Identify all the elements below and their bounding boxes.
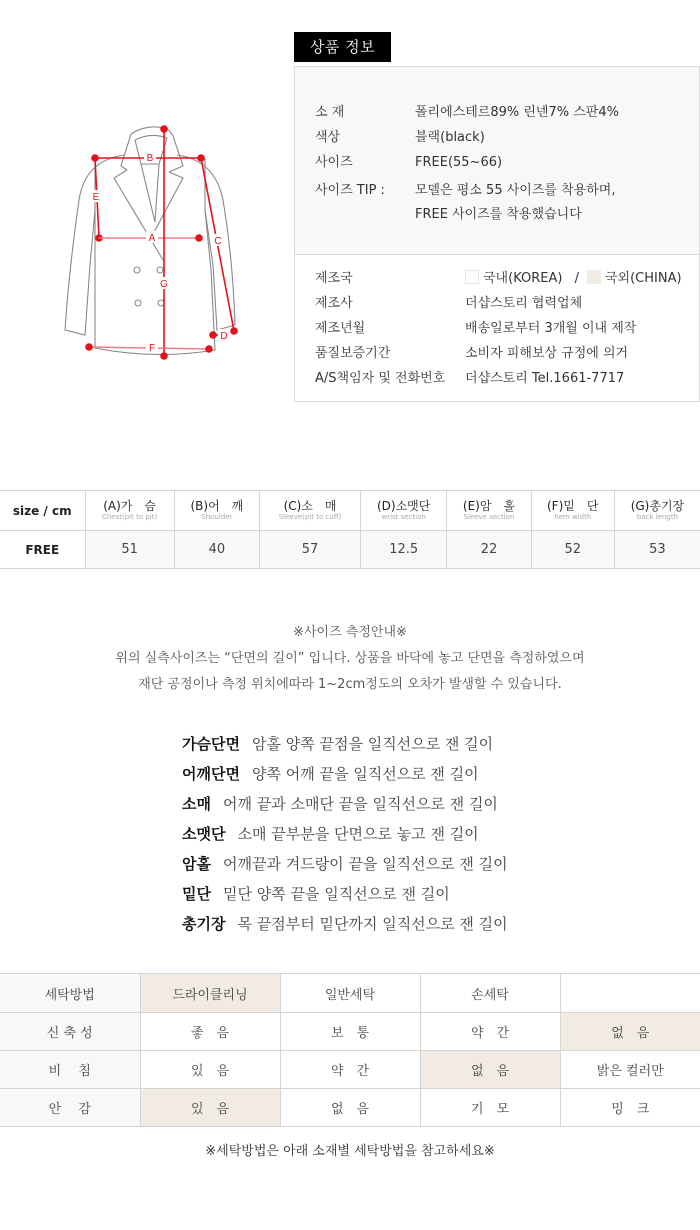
care-cell: 밝은 컬러만 xyxy=(560,1051,700,1089)
care-cell: 좋 음 xyxy=(140,1013,280,1051)
column-chest xyxy=(85,491,174,531)
size-table xyxy=(0,490,700,569)
definition-term: 암홀 xyxy=(182,855,211,873)
column-title: (A)가 슴 xyxy=(103,499,156,513)
notice-line: 재단 공정이나 측정 위치에따라 1~2cm정도의 오차가 발생할 수 있습니다. xyxy=(138,677,562,692)
domestic-checkbox xyxy=(465,270,479,284)
definition-desc: 목 끝점부터 밑단까지 일직선으로 잰 길이 xyxy=(237,915,508,933)
size-table-header xyxy=(0,491,700,531)
value-shoulder: 40 xyxy=(174,531,259,569)
care-cell: 있 음 xyxy=(140,1051,280,1089)
manufacturing-label: A/S책임자 및 전화번호 xyxy=(315,371,446,386)
table-row xyxy=(0,1013,700,1051)
detail-label: 소 재 xyxy=(315,105,345,120)
care-cell: 약 간 xyxy=(420,1013,560,1051)
definition-term: 소매 xyxy=(182,795,211,813)
svg-text:C: C xyxy=(214,236,222,247)
column-subtitle: Sleeve section xyxy=(463,513,515,521)
definition-item xyxy=(182,759,508,789)
column-subtitle: Sleeve(pit to cuff) xyxy=(278,513,342,521)
care-table-header xyxy=(0,974,700,1013)
value-wrist: 12.5 xyxy=(361,531,447,569)
notice-line: 위의 실측사이즈는 “단면의 길이” 입니다. 상품을 바닥에 놓고 단면을 측정하였으며 xyxy=(115,651,585,666)
column-title: (E)암 홀 xyxy=(462,499,516,513)
column-title: (G)총기장 xyxy=(630,499,685,513)
svg-text:F: F xyxy=(148,343,156,354)
care-cell: 보 통 xyxy=(280,1013,420,1051)
definition-item xyxy=(182,789,508,819)
care-row-label: 안 감 xyxy=(0,1089,140,1127)
measurement-notice xyxy=(0,620,700,698)
definition-desc: 어깨 끝과 소매단 끝을 일직선으로 잰 길이 xyxy=(222,795,498,813)
origin-separator: / xyxy=(574,271,579,286)
detail-value: 폴리에스테르89% 린넨7% 스판4% xyxy=(415,105,619,120)
care-option-hand-wash: 손세탁 xyxy=(420,974,560,1013)
column-subtitle: hem width xyxy=(554,513,592,521)
care-option-empty xyxy=(560,974,700,1013)
column-subtitle: back length xyxy=(636,513,679,521)
definition-item xyxy=(182,849,508,879)
definition-term: 어깨단면 xyxy=(182,765,240,783)
definition-item xyxy=(182,729,508,759)
care-row-label: 비 침 xyxy=(0,1051,140,1089)
care-option-dry-clean: 드라이클리닝 xyxy=(140,974,280,1013)
manufacturing-value: 더샵스토리 협력업체 xyxy=(465,296,583,311)
definition-term: 소맷단 xyxy=(182,825,226,843)
manufacturing-label: 제조사 xyxy=(315,296,353,311)
column-subtitle: wrist section xyxy=(381,513,426,521)
definition-item xyxy=(182,909,508,939)
column-subtitle: Chest(pit to pit) xyxy=(101,513,158,521)
measurement-definitions xyxy=(182,729,508,939)
product-info-box xyxy=(294,66,700,402)
care-cell: 없 음 xyxy=(280,1089,420,1127)
size-label: FREE xyxy=(0,531,85,569)
size-measurement-diagram xyxy=(55,110,255,370)
svg-text:D: D xyxy=(220,331,228,342)
care-option-machine-wash: 일반세탁 xyxy=(280,974,420,1013)
product-details-panel xyxy=(295,67,699,255)
column-hem xyxy=(531,491,614,531)
definition-term: 밑단 xyxy=(182,885,211,903)
manufacturing-value: 소비자 피해보상 규정에 의거 xyxy=(465,346,629,361)
table-row xyxy=(0,531,700,569)
care-cell-selected: 없 음 xyxy=(420,1051,560,1089)
column-armhole xyxy=(447,491,531,531)
origin-options xyxy=(465,270,682,288)
care-cell: 약 간 xyxy=(280,1051,420,1089)
definition-desc: 어깨끝과 겨드랑이 끝을 일직선으로 잰 길이 xyxy=(222,855,508,873)
column-length xyxy=(614,491,700,531)
notice-title: ※사이즈 측정안내※ xyxy=(293,625,407,640)
definition-term: 가슴단면 xyxy=(182,735,240,753)
column-title: (B)어 깨 xyxy=(190,499,244,513)
detail-value: FREE 사이즈를 착용했습니다 xyxy=(415,207,582,222)
value-chest: 51 xyxy=(85,531,174,569)
care-cell: 밍 크 xyxy=(560,1089,700,1127)
value-sleeve: 57 xyxy=(260,531,361,569)
definition-desc: 암홀 양쪽 끝점을 일직선으로 잰 길이 xyxy=(251,735,494,753)
detail-value: 블랙(black) xyxy=(415,130,485,145)
jacket-outline-icon xyxy=(55,110,255,370)
detail-label: 사이즈 xyxy=(315,155,353,170)
care-row-label: 신 축 성 xyxy=(0,1013,140,1051)
size-table-corner: size / cm xyxy=(0,491,85,531)
care-cell-selected: 없 음 xyxy=(560,1013,700,1051)
manufacturing-value: 더샵스토리 Tel.1661-7717 xyxy=(465,371,625,386)
definition-item xyxy=(182,879,508,909)
svg-text:A: A xyxy=(148,233,156,244)
definition-desc: 양쪽 어깨 끝을 일직선으로 잰 길이 xyxy=(251,765,479,783)
value-armhole: 22 xyxy=(447,531,531,569)
product-info-title: 상품 정보 xyxy=(294,32,391,62)
care-cell-selected: 있 음 xyxy=(140,1089,280,1127)
value-length: 53 xyxy=(614,531,700,569)
svg-text:E: E xyxy=(92,192,100,203)
foreign-checkbox-selected xyxy=(587,270,601,284)
manufacturing-value: 배송일로부터 3개월 이내 제작 xyxy=(465,321,637,336)
detail-label: 사이즈 TIP : xyxy=(315,183,385,198)
detail-label: 색상 xyxy=(315,130,341,145)
manufacturing-label: 제조년월 xyxy=(315,321,366,336)
table-row xyxy=(0,1051,700,1089)
definition-desc: 밑단 양쪽 끝을 일직선으로 잰 길이 xyxy=(222,885,450,903)
svg-text:G: G xyxy=(160,279,168,290)
column-title: (D)소맷단 xyxy=(376,499,431,513)
detail-value: 모델은 평소 55 사이즈를 착용하며, xyxy=(415,183,616,198)
svg-text:B: B xyxy=(146,153,154,164)
column-title: (C)소 매 xyxy=(283,499,337,513)
table-row xyxy=(0,1089,700,1127)
care-cell: 기 모 xyxy=(420,1089,560,1127)
care-table xyxy=(0,973,700,1127)
care-header-label: 세탁방법 xyxy=(0,974,140,1013)
value-hem: 52 xyxy=(531,531,614,569)
origin-label: 제조국 xyxy=(315,271,353,286)
manufacturing-label: 품질보증기간 xyxy=(315,346,391,361)
care-note: ※세탁방법은 아래 소재별 세탁방법을 참고하세요※ xyxy=(205,1144,495,1159)
definition-item xyxy=(182,819,508,849)
definition-desc: 소매 끝부분을 단면으로 놓고 잰 길이 xyxy=(237,825,479,843)
column-sleeve xyxy=(260,491,361,531)
origin-domestic: 국내(KOREA) xyxy=(483,271,563,286)
column-shoulder xyxy=(174,491,259,531)
definition-term: 총기장 xyxy=(182,915,226,933)
column-title: (F)밑 단 xyxy=(547,499,599,513)
column-subtitle: Shoulder xyxy=(201,513,233,521)
origin-foreign: 국외(CHINA) xyxy=(604,271,682,286)
column-wrist xyxy=(361,491,447,531)
detail-value: FREE(55~66) xyxy=(415,155,503,170)
